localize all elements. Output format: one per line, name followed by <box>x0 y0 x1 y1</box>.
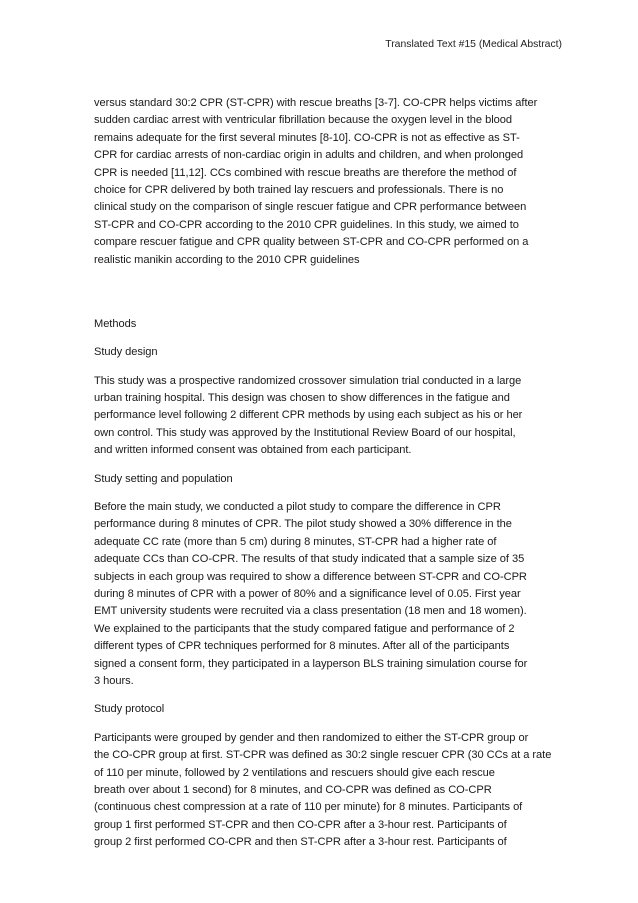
study-design-paragraph <box>94 373 574 460</box>
body-text <box>94 95 574 851</box>
text-line: and written informed consent was obtained from each participant. <box>94 444 412 457</box>
text-line: clinical study on the comparison of single rescuer fatigue and CPR performance between <box>94 201 527 214</box>
text-line: versus standard 30:2 CPR (ST-CPR) with rescue breaths [3-7]. CO-CPR helps victims after <box>94 97 538 109</box>
text-line: remains adequate for the first several minutes [8-10]. CO-CPR is not as effective as ST- <box>94 131 520 144</box>
text-line: group 1 first performed ST-CPR and then CO-CPR after a 3-hour rest. Participants of <box>94 818 507 831</box>
text-line: performance level following 2 different CPR methods by using each subject as his or her <box>94 409 523 422</box>
text-line: sudden cardiac arrest with ventricular fibrillation because the oxygen level in the blood <box>94 114 512 127</box>
study-design-heading: Study design <box>94 346 158 359</box>
text-line: compare rescuer fatigue and CPR quality between ST-CPR and CO-CPR performed on a <box>94 236 529 249</box>
text-line: adequate CCs than CO-CPR. The results of that study indicated that a sample size of 35 <box>94 553 525 566</box>
text-line: Before the main study, we conducted a pilot study to compare the difference in CPR <box>94 501 501 514</box>
text-line: CPR is needed [11,12]. CCs combined with rescue breaths are therefore the method of <box>94 166 517 179</box>
text-line: CPR for cardiac arrests of non-cardiac origin in adults and children, and when prolonged <box>94 149 524 162</box>
text-line: the CO-CPR group at first. ST-CPR was defined as 30:2 single rescuer CPR (30 CCs at a rate <box>94 749 552 762</box>
study-setting-paragraph <box>94 499 574 690</box>
intro-paragraph <box>94 95 574 269</box>
text-line: (continuous chest compression at a rate of 110 per minute) for 8 minutes. Participants of <box>94 801 523 814</box>
text-line: during 8 minutes of CPR with a power of 80% and a significance level of 0.05. First year <box>94 587 521 600</box>
text-line: signed a consent form, they participated in a layperson BLS training simulation course for <box>94 657 528 670</box>
methods-heading: Methods <box>94 317 137 330</box>
text-line: We explained to the participants that the study compared fatigue and performance of 2 <box>94 622 515 635</box>
text-line: This study was a prospective randomized crossover simulation trial conducted in a large <box>94 374 522 387</box>
study-protocol-paragraph <box>94 730 574 852</box>
text-line: of 110 per minute, followed by 2 ventilations and rescuers should give each rescue <box>94 766 495 779</box>
text-line: different types of CPR techniques performed for 8 minutes. After all of the participants <box>94 640 510 653</box>
study-setting-heading: Study setting and population <box>94 472 233 485</box>
running-header: Translated Text #15 (Medical Abstract) <box>385 39 562 50</box>
text-line: breath over about 1 second) for 8 minutes, and CO-CPR was defined as CO-CPR <box>94 783 492 796</box>
text-line: Participants were grouped by gender and then randomized to either the ST-CPR group or <box>94 731 529 744</box>
study-protocol-heading: Study protocol <box>94 703 165 716</box>
text-line: 3 hours. <box>94 674 134 687</box>
text-line: ST-CPR and CO-CPR according to the 2010 CPR guidelines. In this study, we aimed to <box>94 218 519 231</box>
text-line: own control. This study was approved by the Institutional Review Board of our hospital, <box>94 426 516 439</box>
text-line: urban training hospital. This design was chosen to show differences in the fatigue and <box>94 392 510 405</box>
text-line: choice for CPR delivered by both trained lay rescuers and professionals. There is no <box>94 183 504 196</box>
text-line: subjects in each group was required to show a difference between ST-CPR and CO-CPR <box>94 570 527 583</box>
text-line: adequate CC rate (more than 5 cm) during 8 minutes, ST-CPR had a higher rate of <box>94 535 497 548</box>
text-line: EMT university students were recruited via a class presentation (18 men and 18 women). <box>94 605 527 618</box>
text-line: group 2 first performed CO-CPR and then ST-CPR after a 3-hour rest. Participants of <box>94 836 507 849</box>
text-line: performance during 8 minutes of CPR. The pilot study showed a 30% difference in the <box>94 518 512 531</box>
text-line: realistic manikin according to the 2010 CPR guidelines <box>94 253 360 266</box>
